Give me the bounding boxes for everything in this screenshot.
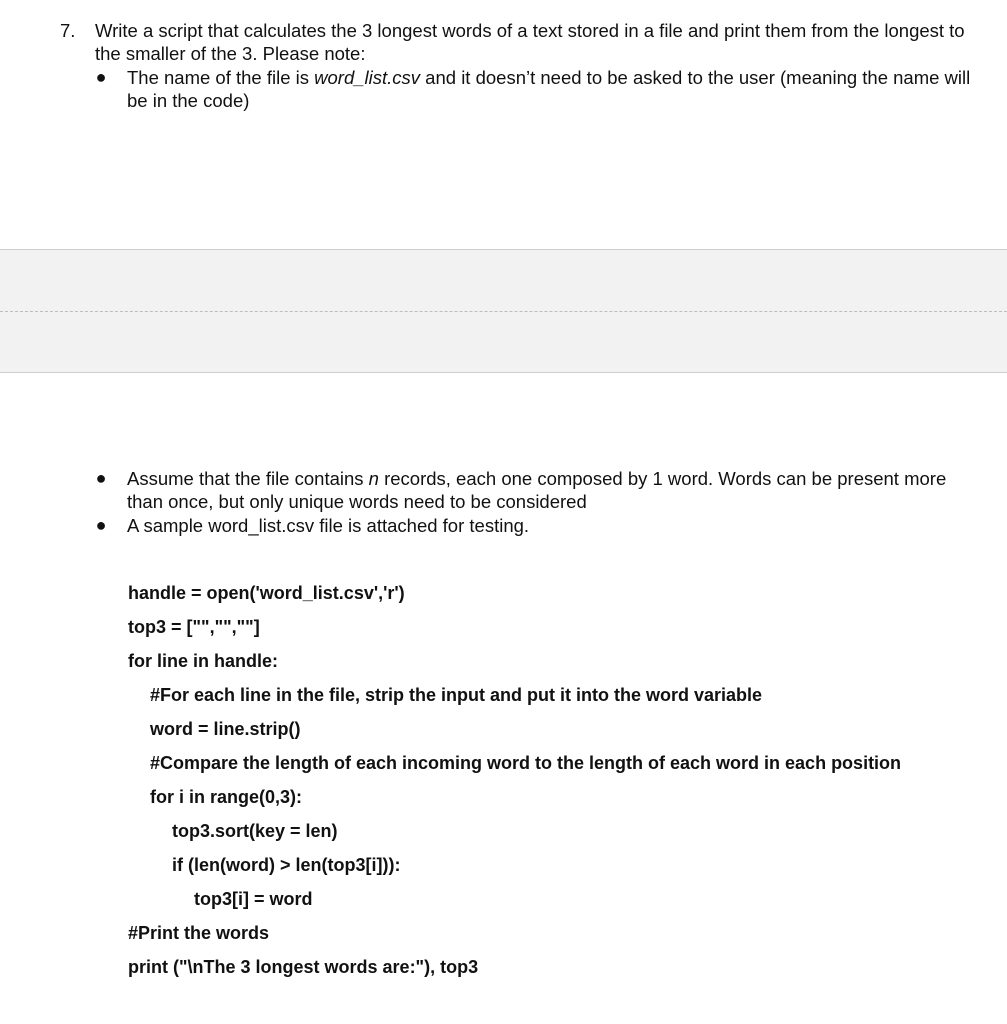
bullet-text-pre: Assume that the file contains <box>127 468 369 489</box>
bullet-dot: ● <box>95 515 107 535</box>
question-number: 7. <box>60 20 76 41</box>
bullet-text: A sample word_list.csv file is attached for testing. <box>127 515 530 536</box>
variable-n-italic: n <box>368 468 379 489</box>
bullet-dot: ● <box>95 67 107 87</box>
answer-gap-band <box>0 249 1007 373</box>
bullet-text-pre: The name of the file is <box>127 67 315 88</box>
code-comment: #For each line in the file, strip the input and put it into the word variable <box>150 685 763 705</box>
code-line: for line in handle: <box>128 651 279 671</box>
code-line: for i in range(0,3): <box>150 787 303 807</box>
code-line: if (len(word) > len(top3[i])): <box>172 855 401 875</box>
code-line: word = line.strip() <box>150 719 301 739</box>
code-line: print ("\nThe 3 longest words are:"), top3 <box>128 957 479 977</box>
question-text: Write a script that calculates the 3 longest words of a text stored in a file and print them from the longest to the smaller of the 3. Please note: <box>95 20 965 64</box>
code-comment: #Print the words <box>128 923 270 943</box>
code-line: top3[i] = word <box>194 889 313 909</box>
bullet-text-post: and it doesn’t need to be asked to the user (meaning the name will be in the code) <box>127 67 971 111</box>
bullet-text-post: records, each one composed by 1 word. Words can be present more than once, but only unique words need to be considered <box>127 468 947 512</box>
gap-divider-dashed <box>0 311 1007 312</box>
code-line: top3.sort(key = len) <box>172 821 338 841</box>
code-line: top3 = ["","",""] <box>128 617 260 637</box>
code-line: handle = open('word_list.csv','r') <box>128 583 405 603</box>
code-comment: #Compare the length of each incoming word to the length of each word in each position <box>150 753 902 773</box>
filename-italic: word_list.csv <box>314 67 421 88</box>
bullet-dot: ● <box>95 468 107 488</box>
